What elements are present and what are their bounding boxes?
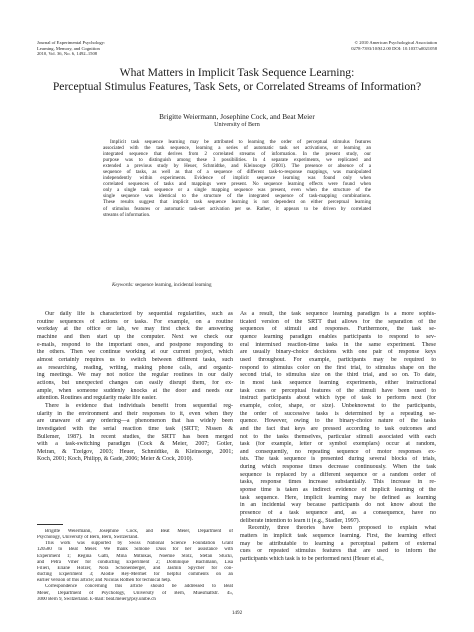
footnote-line: Meier, Department of Psychology, University of Bern, Muesmattstr. 45, <box>37 590 233 596</box>
body-line: in an incidental way because participants do not know about the <box>240 502 436 509</box>
header-line: © 2010 American Psychological Association <box>354 40 437 45</box>
body-line: sponse time is taken as indirect evidence of implicit learning of the <box>240 487 436 494</box>
abstract-line: independently within experiments. Evidence of implicit sequence learning was found only when <box>103 175 371 182</box>
footnote-line: earlier version of this article; and Nicolas Rothen for technical help. <box>37 578 172 584</box>
footnote-line: ducting Experiment 3; Alodie Rey-Mermet for helpful comments on an <box>37 572 233 578</box>
footnote-line: This work was supported by Swiss National Science Foundation Grant <box>45 541 233 547</box>
abstract-line: streams of information. <box>103 211 151 218</box>
journal-header <box>37 40 197 57</box>
keywords-text: sequence learning, incidental learning <box>134 282 212 288</box>
body-line: task cues or perceptual features of the stimuli have been used to <box>240 387 436 394</box>
footnote-line: Correspondence concerning this article should be addressed to Beat <box>45 584 233 590</box>
body-line: eral intermixed reaction-time tasks in the same experiment. These <box>240 341 436 348</box>
footnote-line: and Petra Viher for conducting Experiment 2; Dominique Bachmann, Lisa <box>37 559 233 565</box>
body-line: quence. However, owing to the binary-choice nature of the tasks <box>240 418 436 425</box>
body-line: not to the tasks themselves, particular stimuli associated with each <box>240 433 436 440</box>
body-line: presence of a task sequence and, as a consequence, have no <box>240 510 436 517</box>
abstract-line: associated with the task sequence, learning a series of automatic task set activations, or learning an <box>103 145 371 152</box>
footnote-line: Brigitte Weiermann, Josephine Cock, and Beat Meier, Department of <box>45 529 233 534</box>
body-line: actions, but unexpected changes can easily disrupt them, for ex- <box>37 379 233 386</box>
body-line: deliberate intention to learn it (e.g., Stadler, 1997). <box>240 517 361 524</box>
abstract-line: sequence of tasks, as well as that of a sequence of different task-to-response mappings, was manipulated <box>103 169 371 176</box>
body-line: attention. Routines and regularity make life easier. <box>37 395 157 402</box>
body-line: Recently, three theories have been proposed to explain what <box>248 525 436 532</box>
body-line: cues or repeated stimulus features that are used to inform the <box>240 548 436 555</box>
title-line: Perceptual Stimulus Features, Task Sets, or Correlated Streams of Information? <box>52 80 422 93</box>
affiliation: University of Bern <box>214 122 260 128</box>
body-line: participants which task is to be performed next (Heuer et al., <box>240 556 384 562</box>
footnote-line: 120580 to Beat Meier. We thank Simone Duss for her assistance with <box>37 547 233 553</box>
body-line: ing meetings. We may not notice the regular routines in our daily <box>37 372 233 379</box>
body-line: respond to stimulus color on the first trial, to stimulus shape on the <box>240 364 436 371</box>
body-line: the order of successive tasks is determined by a repeating se- <box>240 410 436 417</box>
keywords <box>112 282 372 288</box>
body-line: second trial, to stimulus size on the third trial, and so on. To date, <box>240 372 436 379</box>
body-line: with a task-switching paradigm (Cock & Meier, 2007; Gotler, <box>37 441 233 448</box>
header-line: 2010, Vol. 36, No. 6, 1492–1508 <box>37 51 98 57</box>
abstract-line: single sequence was identical to the structure of the integrated sequence of task-mapping combinations. <box>103 193 371 200</box>
abstract-line: of stimulus features or automatic task-set activation per se. Rather, it appears to be driven by correlated <box>103 205 371 212</box>
copyright-header <box>247 40 437 51</box>
body-line: and the fact that keys are pressed according to task outcomes and <box>240 425 436 432</box>
body-line: sequences of stimuli and responses. Furthermore, the task se- <box>240 326 436 333</box>
body-line: task (for example, letter or symbol exemplars) occur at random, <box>240 441 436 448</box>
footnote-line: Psychology, University of Bern, Bern, Switzerland. <box>37 535 139 541</box>
body-line: Koch, 2001; Koch, Philipp, & Gade, 2006; Meier & Cock, 2010). <box>37 456 194 463</box>
body-line: used throughout. For example, participants may be required to <box>240 356 436 363</box>
body-line: sequence is replaced by a different sequence or a random order of <box>240 471 436 478</box>
abstract-line: only a single task sequence or a single mapping sequence was present, even when the structure of the <box>103 187 371 194</box>
body-line: matters in implicit task sequence learning. First, the learning effect <box>240 533 436 540</box>
body-line: are usually binary-choice decisions with one pair of response keys <box>240 349 436 356</box>
header-line: 0278-7393/10/$12.00 DOI: 10.1037/a0021058 <box>351 45 437 51</box>
body-line: are unaware of any ordering—a phenomenon that has widely been <box>37 418 233 425</box>
body-line: may be attributable to learning a perceptual pattern of external <box>240 540 436 547</box>
keywords-label: Keywords: <box>112 282 134 288</box>
abstract-line: purpose was to distinguish among these 3 possibilities. In 4 separate experiments, we replicated and <box>103 157 371 164</box>
body-line: investigated with the serial reaction time task (SRTT; Nissen & <box>37 425 233 432</box>
body-line: during which response times decrease continuously. When the task <box>240 464 436 471</box>
abstract-line: Implicit task sequence learning may be attributed to learning the order of perceptual stimulus features <box>110 139 371 145</box>
author-note <box>37 529 233 603</box>
abstract <box>103 139 371 218</box>
body-line: in most task sequence learning experiments, either instructional <box>240 379 436 386</box>
abstract-line: integrated sequence that derives from 2 correlated streams of information. In the present study, our <box>103 151 371 158</box>
body-line: almost certainly requires us to switch between different tasks, such <box>37 356 233 363</box>
body-line: ularity in the environment and their responses to it, even when they <box>37 410 233 417</box>
body-left-column <box>37 311 233 464</box>
footnote-line: 3000 Bern 9, Switzerland. E-mail: beat.meier@psy.unibe.ch <box>37 596 156 602</box>
body-line: as researching, reading, writing, making phone calls, and organiz- <box>37 364 233 371</box>
body-line: Bullemer, 1987). In recent studies, the SRTT has been merged <box>37 433 233 440</box>
header-line: Learning, Memory, and Cognition <box>37 45 100 51</box>
body-line: Our daily life is characterized by sequential regularities, such as <box>45 311 233 317</box>
article-title <box>20 66 454 94</box>
page-number: 1492 <box>231 610 243 616</box>
body-line: example, color, shape, or size). Unbeknownst to the participants, <box>240 402 436 409</box>
header-line: Journal of Experimental Psychology: <box>37 40 106 45</box>
abstract-line: These results suggest that implicit task sequence learning is not dependent on either perceptual learning <box>103 199 371 206</box>
body-line: There is evidence that individuals benefit from sequential reg- <box>45 402 233 409</box>
footnote-line: Experiment 1; Regina Gatti, Mina Mitnikas, Noëmie Stolz, Stefan Stucki, <box>37 553 233 559</box>
title-line: What Matters in Implicit Task Sequence Learning: <box>119 66 355 79</box>
body-line: As a result, the task sequence learning paradigm is a more sophis- <box>240 311 436 317</box>
footnote-divider <box>37 524 63 525</box>
body-line: the others. Then we continue working at our current project, which <box>37 349 233 356</box>
abstract-line: extended a previous study by Heuer, Schmidtke, and Kleinsorge (2001). The presence or absence of a <box>103 163 371 170</box>
body-right-column <box>240 311 436 564</box>
body-line: machine and then start up the computer. Next we check our <box>37 333 233 340</box>
body-line: ists. The task sequence is presented during several blocks of trials, <box>240 456 436 463</box>
abstract-line: correlated sequences of tasks and mappings were present. No sequence learning effects were found when <box>103 181 371 188</box>
body-line: quence learning paradigm enables participants to respond to sev- <box>240 333 436 340</box>
body-line: workday at the office or lab, we may first check the answering <box>37 326 233 333</box>
body-line: Meiran, & Tzelgov, 2003; Heuer, Schmidtke, & Kleinsorge, 2001; <box>37 448 233 455</box>
body-line: routine sequences of actions or tasks. For example, on a routine <box>37 318 233 325</box>
body-line: ticated version of the SRTT that allows for the separation of the <box>240 318 436 325</box>
body-line: e-mails, respond to the important ones, and postpone responding to <box>37 341 233 348</box>
body-line: ample, when someone suddenly knocks at the door and needs our <box>37 387 233 394</box>
authors: Brigitte Weiermann, Josephine Cock, and Beat Meier <box>159 112 315 121</box>
body-line: tasks, response times increase substantially. This increase in re- <box>240 479 436 486</box>
body-line: task sequence. Here, implicit learning may be defined as learning <box>240 494 436 501</box>
body-line: instruct participants about which type of task to perform next (for <box>240 395 436 402</box>
body-line: and consequently, no repeating sequence of motor responses ex- <box>240 448 436 455</box>
footnote-line: Filieri, Eliane Holzer, Nora Schönenberger, and Jasmin Spycher for con- <box>37 565 233 571</box>
